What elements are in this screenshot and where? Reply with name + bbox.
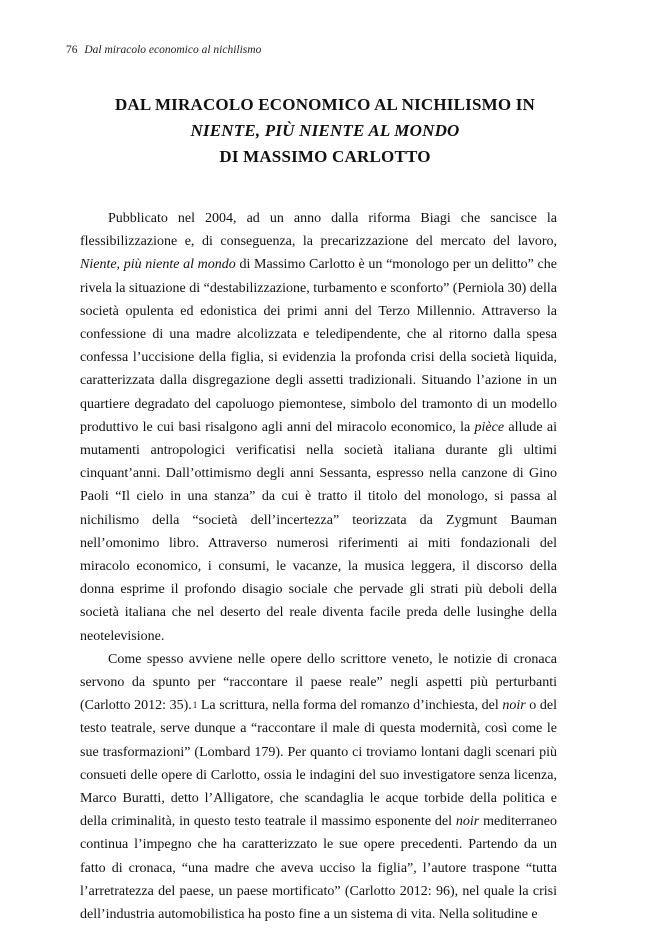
title-line-1: DAL MIRACOLO ECONOMICO AL NICHILISMO IN	[114, 95, 536, 114]
paragraph-1	[80, 207, 557, 648]
footnote-marker: 1	[192, 700, 198, 711]
paragraph-2-text: Come spesso avviene nelle opere dello scrittore veneto, le notizie di cronaca servono da spunto per “raccontare il paese reale” negli aspetti più perturbanti (Carlotto 2012: 35).	[80, 651, 557, 714]
paragraph-2-text: La scrittura, nella forma del romanzo d’inchiesta, del	[197, 698, 503, 714]
paragraph-1-text: allude ai mutamenti antropologici verificatisi nella società italiana durante gli ultimi cinquant’anni. Dall’ottimismo degli anni Sessanta, espresso nella canzone di Gino Paoli “Il cielo in una stanza” da cui è tratto il titolo del monologo, si passa al nichilismo della “società dell’incertezza” teorizzata da Zygmunt Bauman nell’omonimo libro. Attraverso numerosi riferimenti ai miti fondazionali del miracolo economico, i consumi, le vacanze, la musica leggera, il discorso della donna esprime il profondo disagio sociale che pervade gli strati più deboli della società italiana che nel deserto del reale diventa facile preda delle lusinghe della neotelevisione.	[80, 419, 557, 644]
paragraph-2	[80, 648, 557, 926]
running-head	[66, 44, 261, 56]
paragraph-2-text: mediterraneo continua l’impegno che ha caratterizzato le sue opere precedenti. Partendo da un fatto di cronaca, “una madre che aveva ucciso la figlia”, l’autore traspone “tutta l’arretratezza del paese, un paese mortificato” (Carlotto 2012: 96), nel quale la crisi dell’industria automobilistica ha posto fine a un sistema di vita. Nella solitudine e	[80, 814, 557, 923]
chapter-title	[40, 92, 610, 170]
body-text	[80, 207, 557, 926]
title-line-3: DI MASSIMO CARLOTTO	[219, 147, 431, 166]
paragraph-1-text: di Massimo Carlotto è un “monologo per un delitto” che rivela la situazione di “destabilizzazione, turbamento e sconforto” (Perniola 30) della società opulenta ed edonistica dei primi anni del Terzo Millennio. Attraverso la confessione di una madre alcolizzata e teledipendente, che al ritorno dalla spesa confessa l’uccisione della figlia, si evidenzia la profonda crisi della società liquida, caratterizzata dalla disgregazione degli assetti tradizionali. Situando l’azione in un quartiere degradato del capoluogo piemontese, simbolo del tramonto di un modello produttivo le cui basi risalgono agli anni del miracolo economico, la	[80, 257, 557, 435]
noir-italic: noir	[502, 698, 526, 714]
work-title-italic: Niente, più niente al mondo	[80, 257, 236, 273]
paragraph-1-text: Pubblicato nel 2004, ad un anno dalla riforma Biagi che sancisce la flessibilizzazione e, di conseguenza, la precarizzazione del mercato del lavoro,	[80, 211, 557, 250]
paragraph-2-text: o del testo teatrale, serve dunque a “raccontare il male di questa modernità, così come le sue trasformazioni” (Lombard 179). Per quanto ci troviamo lontani dagli scenari più consueti delle opere di Carlotto, ossia le indagini del suo investigatore senza licenza, Marco Buratti, detto l’Alligatore, che scandaglia le acque torbide della politica e della criminalità, in questo testo teatrale il massimo esponente del	[80, 698, 557, 830]
noir-italic: noir	[455, 814, 480, 830]
piece-italic: pièce	[474, 419, 505, 435]
title-line-2: NIENTE, PIÙ NIENTE AL MONDO	[190, 121, 460, 140]
running-head-title: Dal miracolo economico al nichilismo	[84, 44, 262, 56]
page-number: 76	[66, 44, 78, 56]
